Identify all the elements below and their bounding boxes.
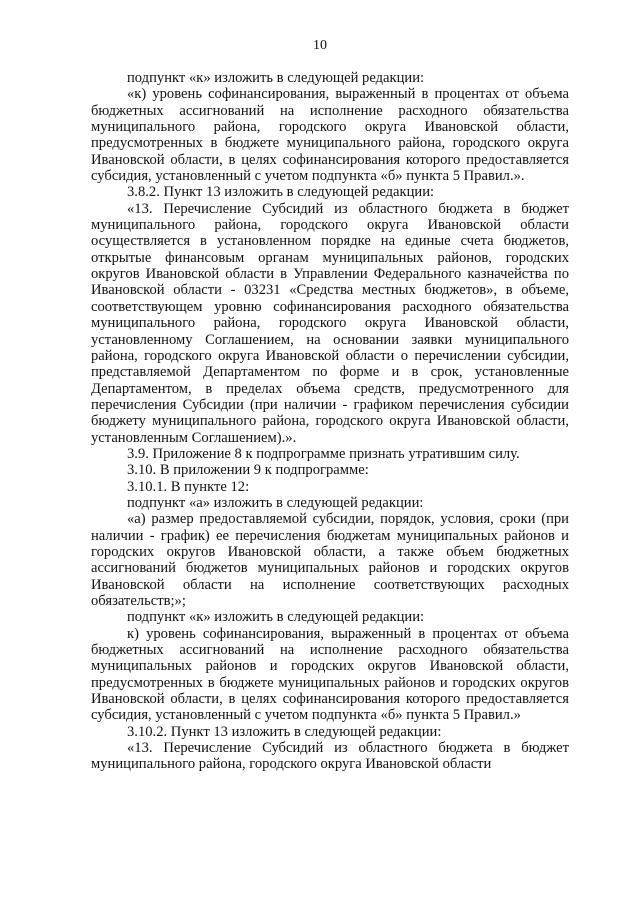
paragraph-subitem-k-text: «к) уровень софинансирования, выраженный в процентах от объема бюджетных ассигнований на исполнение расходного обязательства муниципального района, городского округа Ивановской области, предусмотренных в бюджете муниципального района, городского округа Ивановской области, в целях софинансирования которого предоставляется субсидия, установленный с учетом подпункта «б» пункта 5 Правил.». [91, 86, 569, 185]
paragraph-item-13-text: «13. Перечисление Субсидий из областного бюджета в бюджет муниципального района, городского округа Ивановской области осуществляется в установленном порядке на единые счета бюджетов, открытые финансовым органам муниципальных районов, городских округов Ивановской области в Управлении Федерального казначейства по Ивановской области - 03231 «Средства местных бюджетов», в объеме, соответствующем уровню софинансирования расходного обязательства муниципального района, городского округа Ивановской области, установленному Соглашением, на основании заявки муниципального района, городского округа Ивановской области о перечислении субсидии, представляемой Департаментом по форме и в срок, установленные Департаментом, в пределах объема средств, предусмотренного для перечисления Субсидии (при наличии - графиком перечисления субсидии бюджету муниципального района, городского округа Ивановской области, установленным Соглашением).». [91, 200, 569, 446]
paragraph-subitem-k2-text: к) уровень софинансирования, выраженный в процентах от объема бюджетных ассигнований на исполнение расходного обязательства муниципальных районов и городских округов Ивановской области, предусмотренных в бюджете муниципальных районов и городских округов Ивановской области, в целях софинансирования которого предоставляется субсидия, установленный с учетом подпункта «б» пункта 5 Правил.» [91, 625, 569, 724]
paragraph-3-8-2: 3.8.2. Пункт 13 изложить в следующей редакции: [127, 184, 435, 201]
paragraph-subitem-a-text: «а) размер предоставляемой субсидии, порядок, условия, сроки (при наличии - график) ее перечисления бюджетам муниципальных районов и городских округов Ивановской области, а также объем бюджетных ассигнований бюджетов муниципальных районов и городских округов Ивановской области на исполнение соответствующих расходных обязательств;»; [91, 511, 569, 609]
paragraph-item-13-text-2: «13. Перечисление Субсидий из областного бюджета в бюджет муниципального района, городского округа Ивановской области [91, 740, 569, 773]
paragraph-3-10-1: 3.10.1. В пункте 12: [127, 478, 250, 495]
page-number: 10 [313, 38, 327, 53]
paragraph-3-9: 3.9. Приложение 8 к подпрограмме признать утратившим силу. [127, 445, 520, 462]
paragraph-subitem-k2-heading: подпункт «к» изложить в следующей редакции: [127, 609, 425, 626]
document-body [91, 70, 569, 773]
paragraph-subitem-k-heading: подпункт «к» изложить в следующей редакции: [127, 70, 425, 86]
paragraph-3-10: 3.10. В приложении 9 к подпрограмме: [127, 462, 369, 479]
paragraph-3-10-2: 3.10.2. Пункт 13 изложить в следующей редакции: [127, 723, 442, 740]
paragraph-subitem-a-heading: подпункт «а» изложить в следующей редакции: [127, 494, 424, 511]
